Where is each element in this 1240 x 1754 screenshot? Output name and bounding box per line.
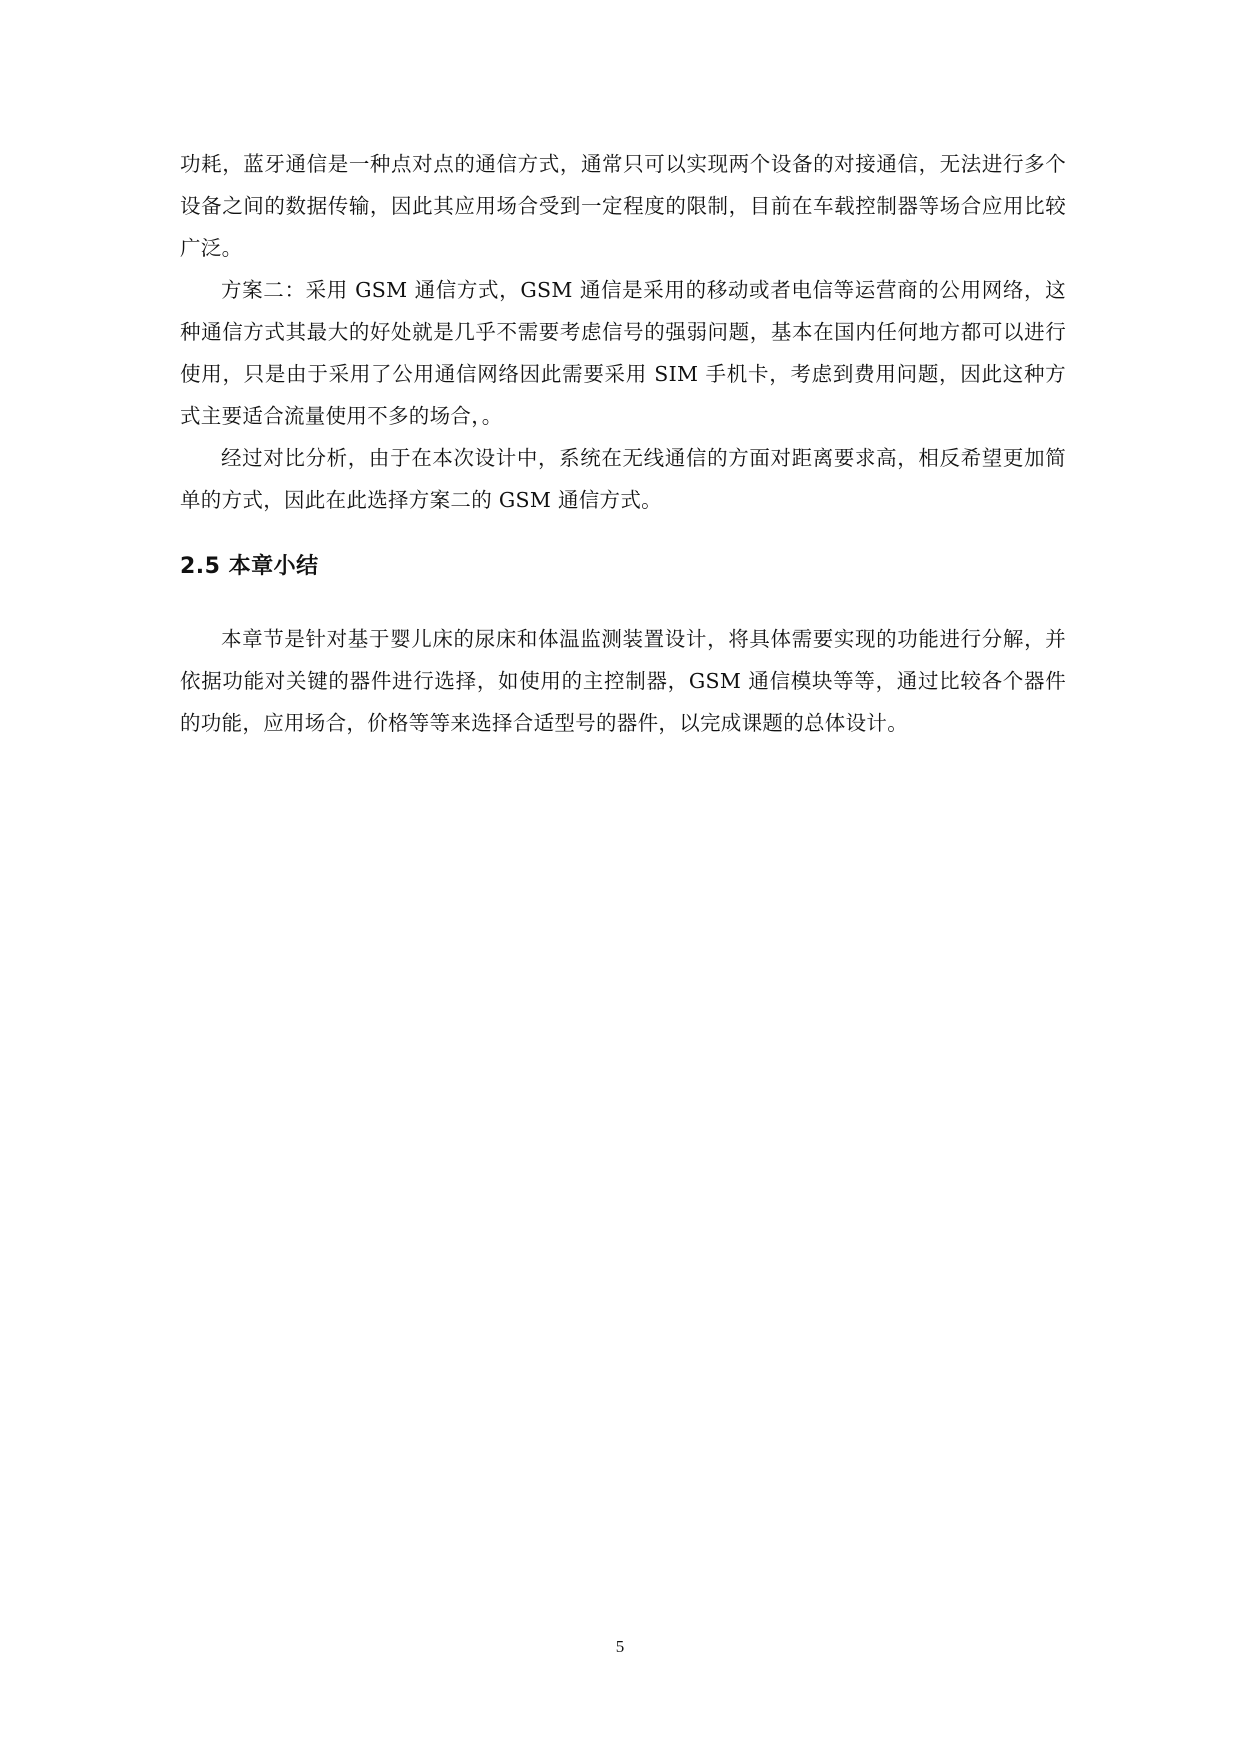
paragraph-comparison-conclusion: 经过对比分析，由于在本次设计中，系统在无线通信的方面对距离要求高，相反希望更加简单的方式，因此在此选择方案二的 GSM 通信方式。 [180, 446, 1066, 512]
section-heading-chapter-summary: 2.5 本章小结 [180, 554, 319, 579]
page-number: 5 [615, 1637, 625, 1656]
paragraph-option-two-gsm: 方案二：采用 GSM 通信方式，GSM 通信是采用的移动或者电信等运营商的公用网络，这种通信方式其最大的好处就是几乎不需要考虑信号的强弱问题，基本在国内任何地方都可以进行使用，只是由于采用了公用通信网络因此需要采用 SIM 手机卡，考虑到费用问题，因此这种方式主要适合流量使用不多的场合，。 [180, 278, 1066, 428]
paragraph-chapter-summary: 本章节是针对基于婴儿床的尿床和体温监测装置设计，将具体需要实现的功能进行分解，并依据功能对关键的器件进行选择，如使用的主控制器，GSM 通信模块等等，通过比较各个器件的功能，应用场合，价格等等来选择合适型号的器件，以完成课题的总体设计。 [180, 627, 1066, 735]
page-content [180, 143, 1066, 744]
paragraph-bluetooth-limitations: 功耗，蓝牙通信是一种点对点的通信方式，通常只可以实现两个设备的对接通信，无法进行多个设备之间的数据传输，因此其应用场合受到一定程度的限制，目前在车载控制器等场合应用比较广泛。 [180, 152, 1066, 260]
